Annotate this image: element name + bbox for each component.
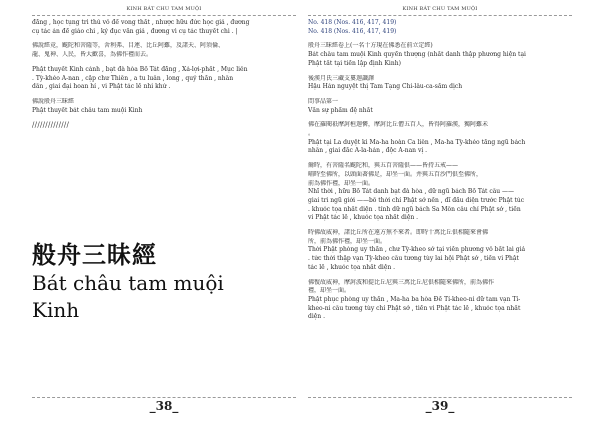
running-head-right: KINH BÁT CHU TAM MUỘI xyxy=(402,6,478,12)
text-line: 。 xyxy=(308,130,315,138)
text-line: 龍、鬼神、人民，皆大歡喜，為佛作禮而去。 xyxy=(32,51,153,59)
text-line: 佛說經竟，颰陀和菩薩等，舍利弗、目連、比丘阿難，及諸天、阿須倫、 xyxy=(32,42,225,50)
text-line: Phật phục phòng uy thần , Ma-ha ba hòa Đề Tỉ-kheo-ni dữ tam vạn Tỉ- xyxy=(308,295,521,303)
book-title xyxy=(32,240,296,324)
text-line: 佛復故威神，摩訶波和提比丘尼與三萬比丘尼俱相隨來佛所，前為佛作 xyxy=(308,278,495,286)
text-line: Hậu Hán nguyệt thị Tam Tạng Chi-lâu-ca-sấm dịch xyxy=(308,83,463,91)
paragraph xyxy=(308,162,572,223)
text-line: No. 418 (Nos. 416, 417, 419) xyxy=(308,27,397,35)
text-line: 般舟三昧經卷上(一名十方現在佛悉在前立定經) xyxy=(308,42,433,50)
right-page xyxy=(308,0,572,424)
text-line: tác lễ , khuóc tọa nhất diện . xyxy=(308,263,396,271)
text-line: Bát châu tam muội Kinh quyển thượng (nhất danh thập phương hiện tại xyxy=(308,51,526,59)
text-line: Phật tất tại tiền lập định Kinh) xyxy=(308,59,401,67)
separator-slashes: ////////////// xyxy=(32,121,70,130)
text-line: kheo-ni câu tương tùy chí Phật sở , tiền vi Phật tác lễ , khuóc tọa nhất xyxy=(308,304,521,312)
book-title-vietnamese-line2: Kinh xyxy=(32,298,80,322)
text-line: đẳng , học tụng trì thủ vô để vong thất , nhược hữu đức học giả , đương xyxy=(32,19,250,26)
footer-rule-right xyxy=(308,397,572,398)
text-line: . khuóc tọa nhất diện . tính dữ ngũ bách Sa Môn câu chí Phật sở , tiền xyxy=(308,205,521,213)
text-line: Phật thuyết Kinh cánh , bạt đà hòa Bồ Tát đẳng , Xá-lợi-phất , Mục liên xyxy=(32,65,248,73)
text-line: 佛在羅閱祇摩訶桓迦憐，摩訶比丘僧五百人，皆得阿羅漢，獨阿難未 xyxy=(308,121,489,129)
page-number-left: _38_ xyxy=(149,399,179,413)
left-page xyxy=(32,0,296,424)
text-line: vi Phật tác lễ , khuóc tọa nhất diện . xyxy=(308,214,419,222)
page-number-right: _39_ xyxy=(425,399,455,413)
text-line: 所，前為佛作禮，却坐一面。 xyxy=(308,237,387,245)
left-page-body xyxy=(32,19,296,129)
book-title-chinese: 般舟三昧經 xyxy=(32,240,157,269)
text-line: 晡時至佛所，以頭面著佛足，却坐一面。并與五百沙門俱至佛所， xyxy=(308,170,483,178)
text-line: 後漢月氏三藏支婁迦讖譯 xyxy=(308,74,375,82)
paragraph xyxy=(32,98,296,115)
text-line: giai trì ngũ giới ——bô thời chí Phật sở nến , dĩ đầu diện trước Phật túc xyxy=(308,196,525,204)
paragraph xyxy=(32,42,296,59)
footer-rule-left xyxy=(32,397,296,398)
text-line: cụ tác án để giáo chi , ký đục văn giả , đương vì cụ tác thuyết chi . | xyxy=(32,27,238,35)
text-line: dân , giai đại hoan hỉ , vi Phật tác lễ nhi khứ . xyxy=(32,83,171,91)
header-rule-right xyxy=(308,15,572,16)
text-line: nhân , giai đắc A-la-hán , độc A-nan vị . xyxy=(308,147,428,155)
text-line: 佛說般舟三昧經 xyxy=(32,97,75,105)
paragraph xyxy=(32,19,296,36)
text-line: Nhĩ thời , hữu Bồ Tát danh bạt đà hòa , dữ ngũ bách Bồ Tát câu —— xyxy=(308,188,515,196)
running-head-left: KINH BÁT CHU TAM MUỘI xyxy=(126,6,202,12)
text-line: 問事品第一 xyxy=(308,97,339,105)
paragraph xyxy=(308,75,572,92)
text-line: 前為佛作禮，却坐一面。 xyxy=(308,179,375,187)
text-line: 爾時，有菩薩名颰陀和，與五百菩薩俱——皆持五戒—— xyxy=(308,162,459,170)
text-line: 時佛故威神，諸比丘所在遠方無不來者。即時十萬比丘俱相隨來會佛 xyxy=(308,229,489,237)
text-line: . tức thời thập vạn Tỳ-kheo câu tương tùy lai hội Phật sở , tiền vi Phật xyxy=(308,255,519,263)
text-line: Thời Phật phòng uy thần , chư Tỳ-kheo sở tại viễn phương vô bất lai giả xyxy=(308,246,526,254)
paragraph xyxy=(308,121,572,156)
right-page-body xyxy=(308,19,572,328)
header-rule-left xyxy=(32,15,296,16)
paragraph xyxy=(32,66,296,92)
paragraph xyxy=(308,42,572,68)
text-line: No. 418 (Nos. 416, 417, 419) xyxy=(308,19,397,26)
text-line: Phật tại La duyệt kì Ma-ha hoàn Ca liên , Ma-ha Tỳ-khéo tăng ngũ bách xyxy=(308,138,526,146)
paragraph xyxy=(308,98,572,115)
paragraph xyxy=(308,229,572,273)
text-line: diện . xyxy=(308,313,325,321)
paragraph xyxy=(308,279,572,323)
book-title-vietnamese-line1: Bát châu tam muội xyxy=(32,271,224,295)
text-line: 禮，却坐一面。 xyxy=(308,287,351,295)
paragraph xyxy=(308,19,572,36)
text-line: Vấn sự phẩm đệ nhất xyxy=(308,106,373,114)
text-line: Phật thuyết bát châu tam muội Kinh xyxy=(32,106,143,114)
text-line: . Tỳ-khéo A-nan , cập chư Thiên , a tu luân , long , quỷ thần , nhân xyxy=(32,74,234,82)
